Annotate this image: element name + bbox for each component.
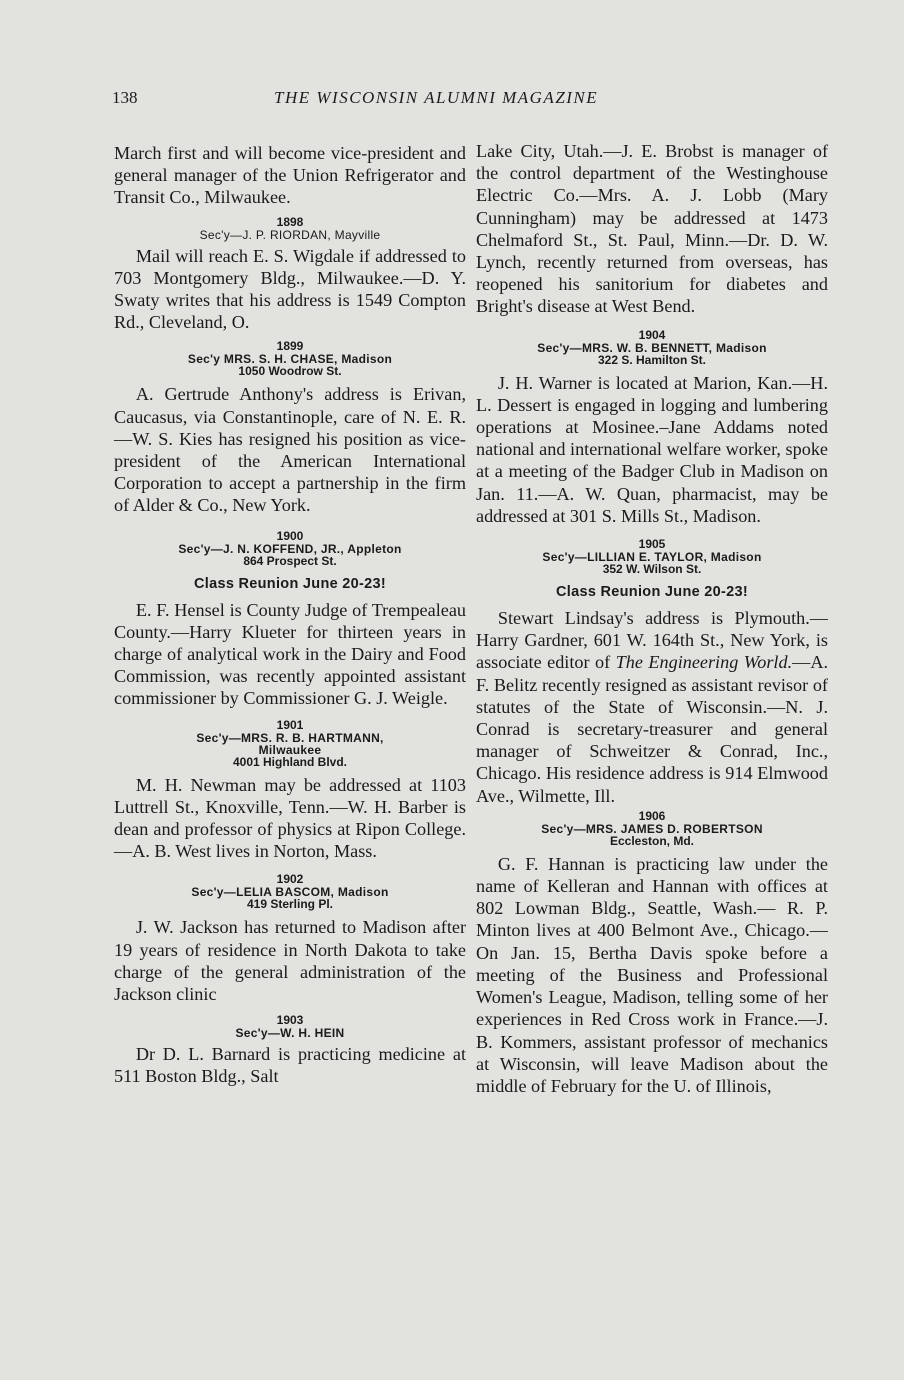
running-title: THE WISCONSIN ALUMNI MAGAZINE [274, 88, 599, 107]
secretary-1898: Sec'y—J. P. RIORDAN, Mayville [199, 227, 381, 242]
class-year-1905: 1905 [638, 537, 666, 552]
page-number: 138 [112, 88, 138, 107]
paragraph-1905 [476, 607, 828, 807]
address-1902: 419 Sterling Pl. [246, 897, 334, 912]
paragraph-1903: Dr D. L. Barnard is practicing medicine at 511 Boston Bldg., Salt [114, 1044, 466, 1087]
secretary-1900: Sec'y—J. N. KOFFEND, JR., Appleton [178, 541, 402, 556]
city-1906: Eccleston, Md. [609, 833, 695, 848]
page-header [112, 88, 652, 114]
secretary-1902: Sec'y—LELIA BASCOM, Madison [191, 885, 389, 900]
paragraph-1904: J. H. Warner is located at Marion, Kan.—H. L. Dessert is engaged in logging and lumbering operations at Mosinee.–Jane Addams noted national and international welfare worker, spoke at a meeting of the Badger Club in Madison on Jan. 11.—A. W. Quan, pharmacist, may be addressed at 301 S. Mills St., Madison. [476, 372, 828, 526]
reunion-notice-1900: Class Reunion June 20-23! [193, 575, 387, 592]
secretary-1903: Sec'y—W. H. HEIN [235, 1026, 345, 1041]
secretary-1906: Sec'y—MRS. JAMES D. ROBERTSON [541, 821, 763, 836]
secretary-1904: Sec'y—MRS. W. B. BENNETT, Madison [537, 340, 767, 355]
paragraph-1898: Mail will reach E. S. Wigdale if addressed to 703 Montgomery Bldg., Milwaukee.—D. Y. Swaty writes that his address is 1549 Compton Rd., Cleveland, O. [114, 245, 466, 333]
reunion-notice-1905: Class Reunion June 20-23! [555, 584, 749, 601]
paragraph-1906: G. F. Hannan is practicing law under the name of Kelleran and Hannan with offices at 802 Lowman Bldg., Seattle, Wash.— R. P. Minton lives at 400 Belmont Ave., Chicago.—On Jan. 15, Bertha Davis spoke before a meeting of the Business and Professional Women's League, Madison, telling some of her experiences in Red Cross work in France.—J. B. Kommers, assistant professor of mechanics at Wisconsin, will leave Madison about the middle of February for the U. of Illinois, [476, 853, 828, 1096]
publication-title: The Engineering World. [615, 652, 793, 673]
city-1901: Milwaukee [258, 742, 322, 757]
class-year-1906: 1906 [638, 808, 666, 823]
paragraph-1901: M. H. Newman may be addressed at 1103 Luttrell St., Knoxville, Tenn.—W. H. Barber is dean and professor of physics at Ripon College.—A. B. West lives in Norton, Mass. [114, 774, 466, 862]
address-1905: 352 W. Wilson St. [602, 562, 702, 577]
secretary-1899: Sec'y MRS. S. H. CHASE, Madison [187, 352, 393, 367]
paragraph-1899: A. Gertrude Anthony's address is Erivan, Caucasus, via Constantinople, care of N. E. R.—W. S. Kies has resigned his position as vice-president of the American International Corporation to accept a partnership in the firm of Alder & Co., New York. [114, 384, 466, 516]
paragraph-1902: J. W. Jackson has returned to Madison after 19 years of residence in North Dakota to take charge of the general administration of the Jackson clinic [114, 917, 466, 1005]
class-year-1899: 1899 [276, 339, 304, 354]
address-1899: 1050 Woodrow St. [238, 364, 342, 379]
right-column [476, 140, 828, 1097]
class-year-1898: 1898 [276, 214, 304, 229]
class-year-1903: 1903 [276, 1013, 304, 1028]
class-year-1904: 1904 [638, 327, 666, 342]
address-1904: 322 S. Hamilton St. [597, 352, 707, 367]
class-year-1901: 1901 [276, 717, 304, 732]
left-column [114, 142, 466, 1088]
paragraph-continued: March first and will become vice-president and general manager of the Union Refrigerator and Transit Co., Milwaukee. [114, 143, 466, 208]
address-1901: 4001 Highland Blvd. [232, 754, 348, 769]
paragraph-1900: E. F. Hensel is County Judge of Trempealeau County.—Harry Klueter for thirteen years in charge of analytical work in the Dairy and Food Commission, was recently appointed assistant commissioner by Commissioner G. J. Weigle. [114, 599, 466, 709]
class-year-1902: 1902 [276, 872, 304, 887]
address-1900: 864 Prospect St. [243, 553, 337, 568]
paragraph-continued: Lake City, Utah.—J. E. Brobst is manager of the control department of the Westinghouse Electric Co.—Mrs. A. J. Lobb (Mary Cunningham) may be addressed at 1473 Chelmaford St., St. Paul, Minn.—Dr. D. W. Lynch, recently returned from overseas, has reopened his sanitorium for diabetes and Bright's disease at West Bend. [476, 141, 828, 317]
secretary-1901: Sec'y—MRS. R. B. HARTMANN, [196, 730, 384, 745]
paragraph-1905-part-b: —A. F. Belitz recently resigned as assistant revisor of statutes of the State of Wisconsin.—N. J. Conrad is secretary-treasurer and general manager of Schweitzer & Conrad, Inc., Chicago. His residence address is 914 Elmwood Ave., Wilmette, Ill. [476, 652, 828, 806]
paragraph-1905-part-a: Stewart Lindsay's address is Plymouth.—Harry Gardner, 601 W. 164th St., New York, is associate editor of [476, 608, 828, 673]
secretary-1905: Sec'y—LILLIAN E. TAYLOR, Madison [542, 550, 762, 565]
class-year-1900: 1900 [276, 528, 304, 543]
